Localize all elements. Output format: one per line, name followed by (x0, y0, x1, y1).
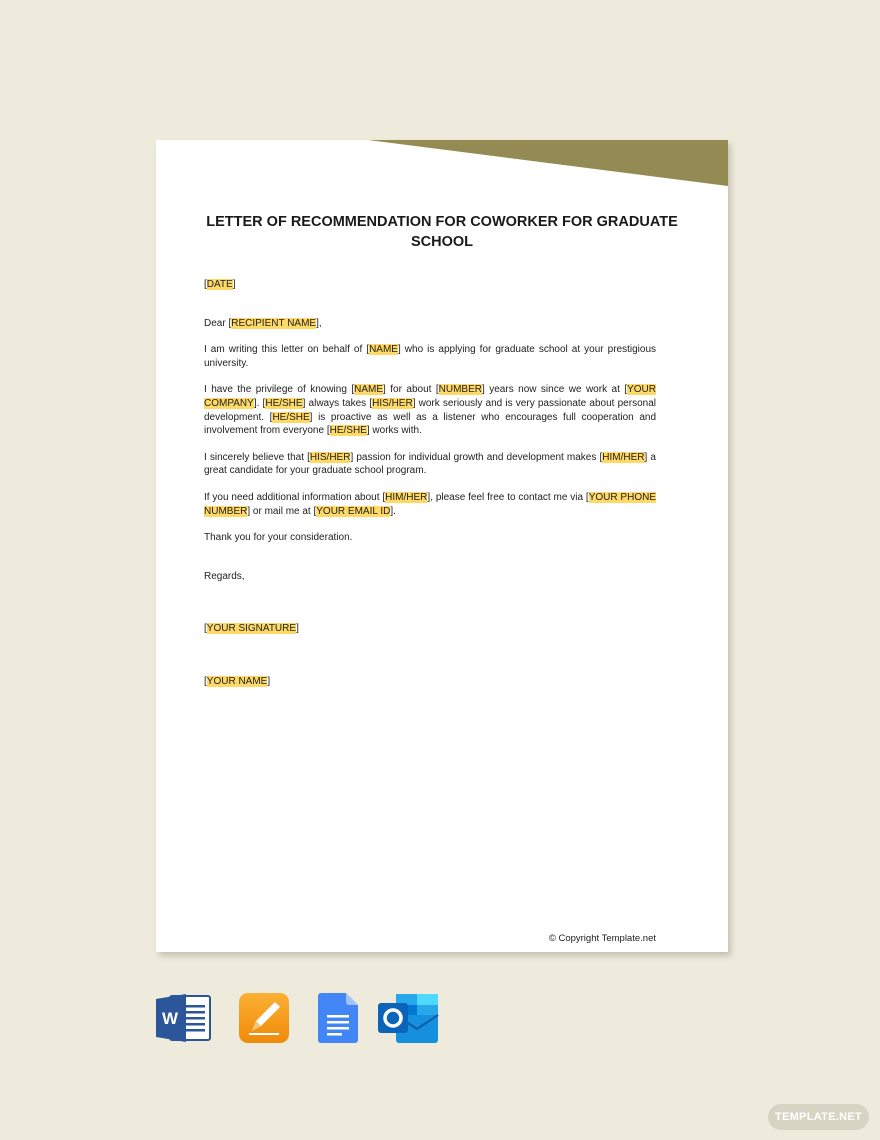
paragraph-2: I have the privilege of knowing [NAME] for about [NUMBER] years now since we work at [YOUR COMPANY]. [HE/SHE] always takes [HIS/HER] work seriously and is very passionate about personal development. [HE/SHE] is proactive as well as a listener who encourages full cooperation and involvement from everyone [HE/SHE] works with. (204, 384, 656, 437)
copyright-text: © Copyright Template.net (548, 933, 656, 944)
placeholder-name: NAME (354, 384, 384, 396)
placeholder-phone-number: YOUR PHONE NUMBER (204, 491, 656, 517)
placeholder-email-id: YOUR EMAIL ID (316, 505, 391, 517)
google-docs-icon[interactable] (318, 993, 358, 1043)
placeholder-date: DATE (206, 279, 233, 290)
signature-line: [YOUR SIGNATURE] (204, 623, 299, 635)
placeholder-company: YOUR COMPANY (204, 384, 656, 409)
placeholder-number: NUMBER (438, 384, 482, 396)
word-icon[interactable] (156, 993, 212, 1043)
letter-title: LETTER OF RECOMMENDATION FOR COWORKER FOR GRADUATE SCHOOL (206, 214, 678, 250)
placeholder-he-she: HE/SHE (272, 411, 310, 423)
letter-page (156, 140, 728, 952)
letter-body (204, 278, 656, 689)
regards-line: Regards, (204, 570, 245, 582)
placeholder-him-her: HIM/HER (385, 491, 428, 503)
pages-icon[interactable] (239, 993, 289, 1043)
paragraph-3: I sincerely believe that [HIS/HER] passion for individual growth and development makes [HIM/HER] a great candidate for your graduate school program. (204, 451, 656, 477)
placeholder-your-name: YOUR NAME (206, 675, 268, 687)
placeholder-name: NAME (369, 344, 398, 356)
placeholder-his-her: HIS/HER (309, 451, 351, 463)
outlook-icon[interactable] (378, 993, 440, 1043)
thanks-line: Thank you for your consideration. (204, 532, 353, 544)
corner-decoration (368, 140, 728, 186)
template-net-watermark: TEMPLATE.NET (768, 1104, 869, 1130)
placeholder-his-her: HIS/HER (372, 397, 413, 409)
date-line: [DATE] (204, 279, 236, 290)
svg-text:W: W (161, 1009, 179, 1028)
placeholder-him-her: HIM/HER (602, 451, 645, 463)
placeholder-recipient-name: RECIPIENT NAME (231, 317, 317, 329)
paragraph-1: I am writing this letter on behalf of [NAME] who is applying for graduate school at your prestigious university. (204, 344, 657, 369)
placeholder-he-she: HE/SHE (265, 397, 303, 409)
your-name-line: [YOUR NAME] (204, 675, 271, 687)
placeholder-signature: YOUR SIGNATURE (206, 623, 297, 635)
greeting-line: Dear [RECIPIENT NAME], (204, 317, 322, 329)
placeholder-he-she: HE/SHE (329, 425, 367, 437)
paragraph-4: If you need additional information about [HIM/HER], please feel free to contact me via [YOUR PHONE NUMBER] or mail me at [YOUR EMAIL ID]. (204, 491, 656, 517)
